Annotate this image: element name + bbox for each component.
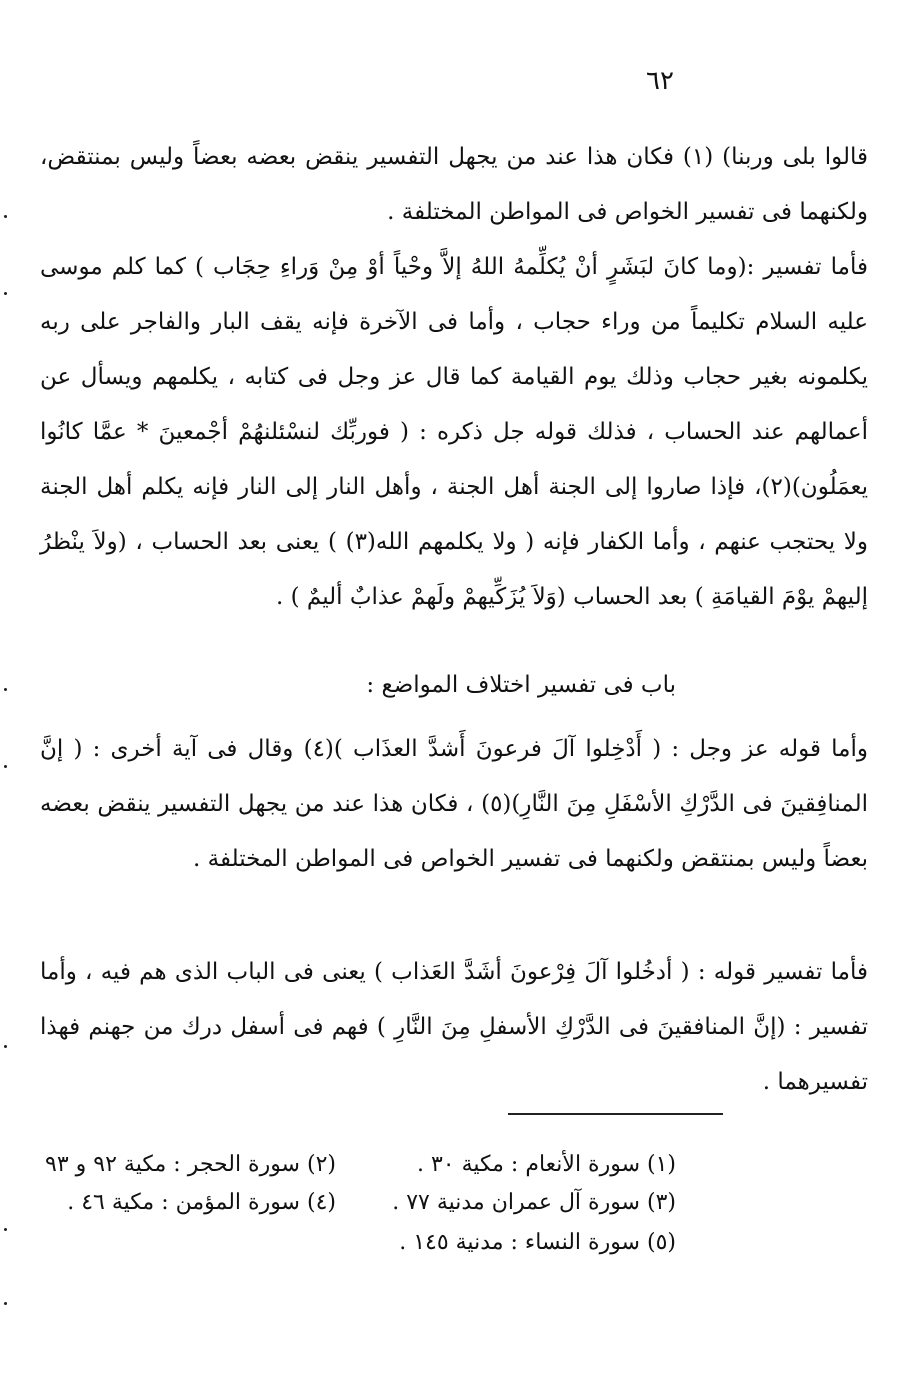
paragraph-1: قالوا بلى وربنا) (١) فكان هذا عند من يجهل التفسير ينقض بعضه بعضاً وليس بمنتقض، ولكنهما فى تفسير الخواص فى المواطن المختلفة . — [40, 144, 868, 225]
scan-speck — [4, 1302, 7, 1305]
footnote-4: (٤) سورة المؤمن : مكية ٤٦ . — [67, 1190, 336, 1215]
paragraph-2: فأما تفسير :(وما كانَ لبَشَرٍ أنْ يُكلِّمهُ اللهُ إلاَّ وحْياً أوْ مِنْ وَراءِ حِجَاب ) كما كلم موسى عليه السلام تكليماً من وراء حجاب ، وأما فى الآخرة فإنه يقف البار والفاجر على ربه يكلمونه بغير حجاب وذلك يوم القيامة كما قال عز وجل فى كتابه ، يكلمهم ويسأل عن أعمالهم عند الحساب ، فذلك قوله جل ذكره : ( فوربِّك لنسْئلنهُمْ أجْمعينَ * عمَّا كانُوا يعمَلُون)(٢)، فإذا صاروا إلى الجنة أهل الجنة ، وأهل النار إلى النار فإنه يكلم أهل الجنة ولا يحتجب عنهم ، وأما الكفار فإنه ( ولا يكلمهم الله(٣) ) يعنى بعد الحساب ، (ولاَ ينْظرُ إليهمْ يوْمَ القيامَةِ ) بعد الحساب (وَلاَ يُزَكِّيهمْ ولَهمْ عذابٌ أليمٌ ) . — [40, 254, 869, 610]
page-number: ٦٢ — [646, 66, 674, 96]
footnote-3: (٣) سورة آل عمران مدنية ٧٧ . — [392, 1190, 676, 1215]
scan-speck — [4, 215, 7, 218]
paragraph-4: فأما تفسير قوله : ( أدخُلوا آلَ فِرْعونَ أشَدَّ العَذاب ) يعنى فى الباب الذى هم فيه ، وأما تفسير : (إنَّ المنافقينَ فى الدَّرْكِ الأسفلِ مِنَ النَّارِ ) فهم فى أسفل درك من جهنم فهذا تفسيرهما . — [40, 959, 868, 1095]
scan-speck — [4, 688, 7, 691]
paragraph-3: وأما قوله عز وجل : ( أَدْخِلوا آلَ فرعونَ أَشدَّ العذَاب )(٤) وقال فى آية أخرى : ( إنَّ المنافِقينَ فى الدَّرْكِ الأسْفَلِ مِنَ النَّارِ)(٥) ، فكان هذا عند من يجهل التفسير ينقض بعضه بعضاً وليس بمنتقض ولكنهما فى تفسير الخواص فى المواطن المختلفة . — [40, 736, 869, 872]
section-heading: باب فى تفسير اختلاف المواضع : — [366, 672, 676, 698]
scan-speck — [4, 292, 7, 295]
scan-speck — [4, 1045, 7, 1048]
scan-speck — [4, 765, 7, 768]
footnote-5: (٥) سورة النساء : مدنية ١٤٥ . — [399, 1230, 676, 1255]
scan-speck — [4, 1228, 7, 1231]
footnote-1: (١) سورة الأنعام : مكية ٣٠ . — [416, 1152, 676, 1177]
footnote-2: (٢) سورة الحجر : مكية ٩٢ و ٩٣ — [45, 1152, 336, 1177]
footnote-divider — [508, 1113, 723, 1115]
